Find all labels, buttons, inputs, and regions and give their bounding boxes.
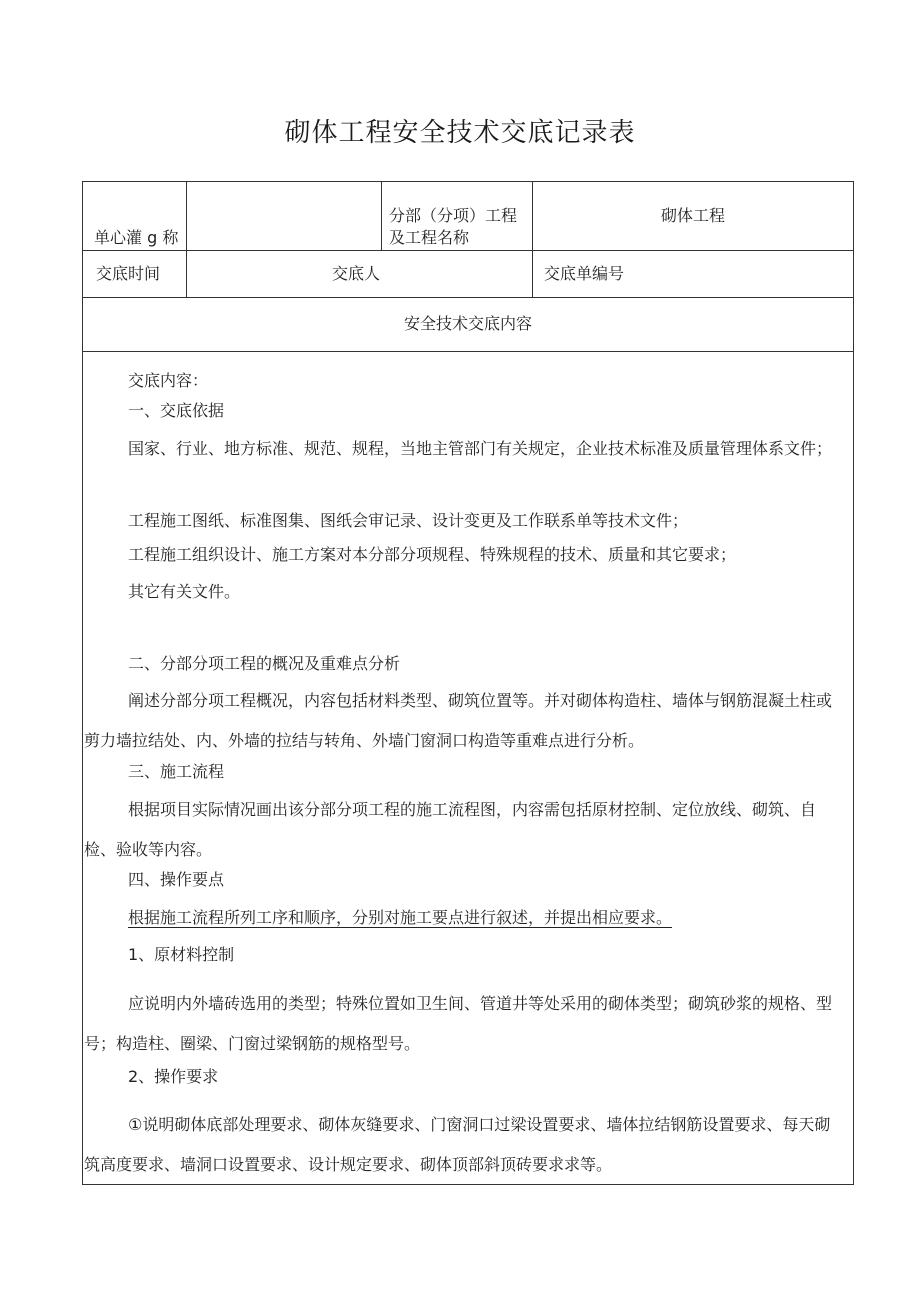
section-4-1-paragraph-1: 应说明内外墙砖选用的类型；特殊位置如卫生间、管道井等处采用的砌体类型；砌筑砂浆的规格、型号；构造柱、圈梁、门窗过梁钢筋的规格型号。 [84, 994, 833, 1053]
section-1-paragraph-2: 工程施工图纸、标准图集、图纸会审记录、设计变更及工作联系单等技术文件； [128, 511, 689, 530]
section-3-paragraph-1: 根据项目实际情况画出该分部分项工程的施工流程图，内容需包括原材控制、定位放线、砌筑、自检、验收等内容。 [84, 800, 817, 859]
col-divider-3 [532, 181, 533, 297]
time-label: 交底时间 [96, 264, 161, 283]
section-1-heading: 一、交底依据 [128, 401, 225, 420]
section-header: 安全技术交底内容 [403, 314, 532, 333]
row-divider-2 [82, 297, 854, 298]
section-4-1-heading: 1、原材料控制 [128, 945, 235, 964]
number-label: 交底单编号 [544, 264, 625, 283]
intro-text: 交底内容： [128, 371, 209, 390]
document-title: 砌体工程安全技术交底记录表 [284, 118, 636, 148]
row-divider-1 [82, 250, 854, 251]
section-1-paragraph-4: 其它有关文件。 [128, 582, 241, 601]
sub-project-value[interactable]: 砌体工程 [660, 206, 725, 225]
section-1-paragraph-3: 工程施工组织设计、施工方案对本分部分项规程、特殊规程的技术、质量和其它要求； [128, 545, 737, 564]
section-2-heading: 二、分部分项工程的概况及重难点分析 [128, 654, 401, 673]
section-4-paragraph-1: 根据施工流程所列工序和顺序，分别对施工要点进行叙述，并提出相应要求。 [128, 908, 673, 927]
sub-project-label-line1: 分部（分项）工程 [389, 206, 518, 225]
unit-name-label: 单心灌 g 称 [94, 228, 179, 247]
col-divider-2 [381, 181, 382, 250]
section-4-2-paragraph-1: ①说明砌体底部处理要求、砌体灰缝要求、门窗洞口过梁设置要求、墙体拉结钢筋设置要求、每天砌筑高度要求、墙洞口设置要求、设计规定要求、砌体顶部斜顶砖要求求等。 [84, 1115, 831, 1174]
section-4-heading: 四、操作要点 [128, 870, 225, 889]
sub-project-label-line2: 及工程名称 [389, 228, 470, 247]
section-1-paragraph-1: 国家、行业、地方标准、规范、规程，当地主管部门有关规定，企业技术标准及质量管理体系文件； [128, 439, 833, 458]
section-3-heading: 三、施工流程 [128, 762, 225, 781]
section-2-paragraph-1: 阐述分部分项工程概况，内容包括材料类型、砌筑位置等。并对砌体构造柱、墙体与钢筋混凝土柱或剪力墙拉结处、内、外墙的拉结与转角、外墙门窗洞口构造等重难点进行分析。 [84, 691, 833, 750]
person-label: 交底人 [332, 264, 381, 283]
row-divider-3 [82, 351, 854, 352]
section-4-2-heading: 2、操作要求 [128, 1067, 219, 1086]
col-divider-1 [186, 181, 187, 297]
